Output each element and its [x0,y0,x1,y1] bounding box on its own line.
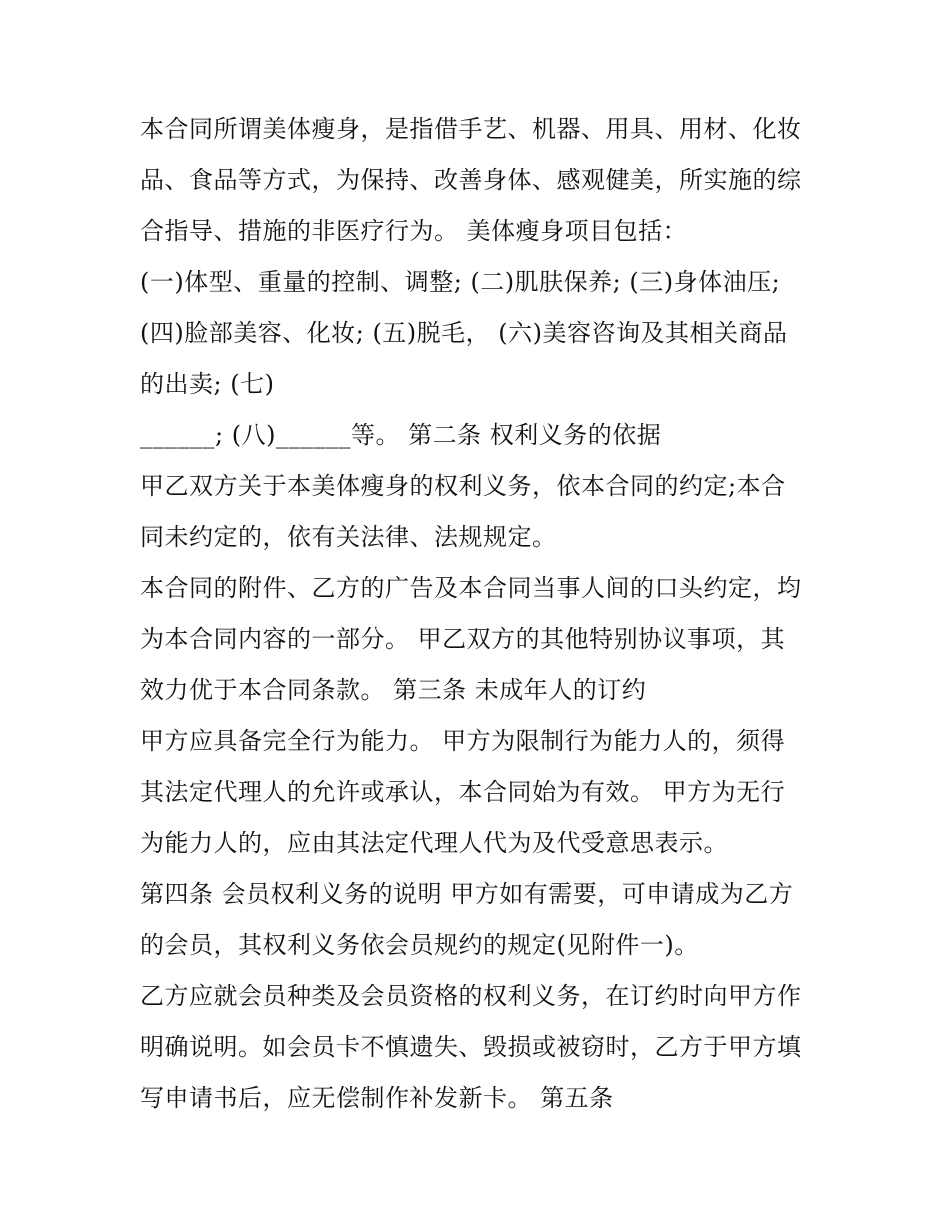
text-line: 效力优于本合同条款。 第三条 未成年人的订约 [140,676,647,704]
text-line: 写申请书后，应无偿制作补发新卡。 第五条 [140,1084,614,1112]
text-line: 第四条 会员权利义务的说明 甲方如有需要，可申请成为乙方 [140,880,794,908]
text-line: 的会员，其权利义务依会员规约的规定(见附件一)。 [140,931,699,959]
text-line: 甲乙双方关于本美体瘦身的权利义务，依本合同的约定;本合 [140,472,786,500]
text-line: 同未约定的，依有关法律、法规规定。 [140,523,557,551]
text-line: 其法定代理人的允许或承认，本合同始为有效。 甲方为无行 [140,778,786,806]
text-line: 甲方应具备完全行为能力。 甲方为限制行为能力人的，须得 [140,727,786,755]
text-line: 为本合同内容的一部分。 甲乙双方的其他特别协议事项，其 [140,625,786,653]
text-line: 品、食品等方式，为保持、改善身体、感观健美，所实施的综 [140,166,802,194]
text-line: 本合同的附件、乙方的广告及本合同当事人间的口头约定，均 [140,574,802,602]
text-line: 为能力人的，应由其法定代理人代为及代受意思表示。 [140,829,728,857]
text-line: (一)体型、重量的控制、调整; (二)肌肤保养; (三)身体油压; [140,268,781,296]
text-line: ______; (八)______等。 第二条 权利义务的依据 [140,421,662,449]
text-line: 的出卖; (七) [140,370,275,398]
text-line: 合指导、措施的非医疗行为。 美体瘦身项目包括： [140,217,688,245]
contract-text [140,104,820,1124]
text-line: (四)脸部美容、化妆; (五)脱毛， (六)美容咨询及其相关商品 [140,319,788,347]
text-line: 乙方应就会员种类及会员资格的权利义务，在订约时向甲方作 [140,982,802,1010]
text-line: 本合同所谓美体瘦身，是指借手艺、机器、用具、用材、化妆 [140,115,802,143]
text-line: 明确说明。如会员卡不慎遗失、毁损或被窃时，乙方于甲方填 [140,1033,802,1061]
